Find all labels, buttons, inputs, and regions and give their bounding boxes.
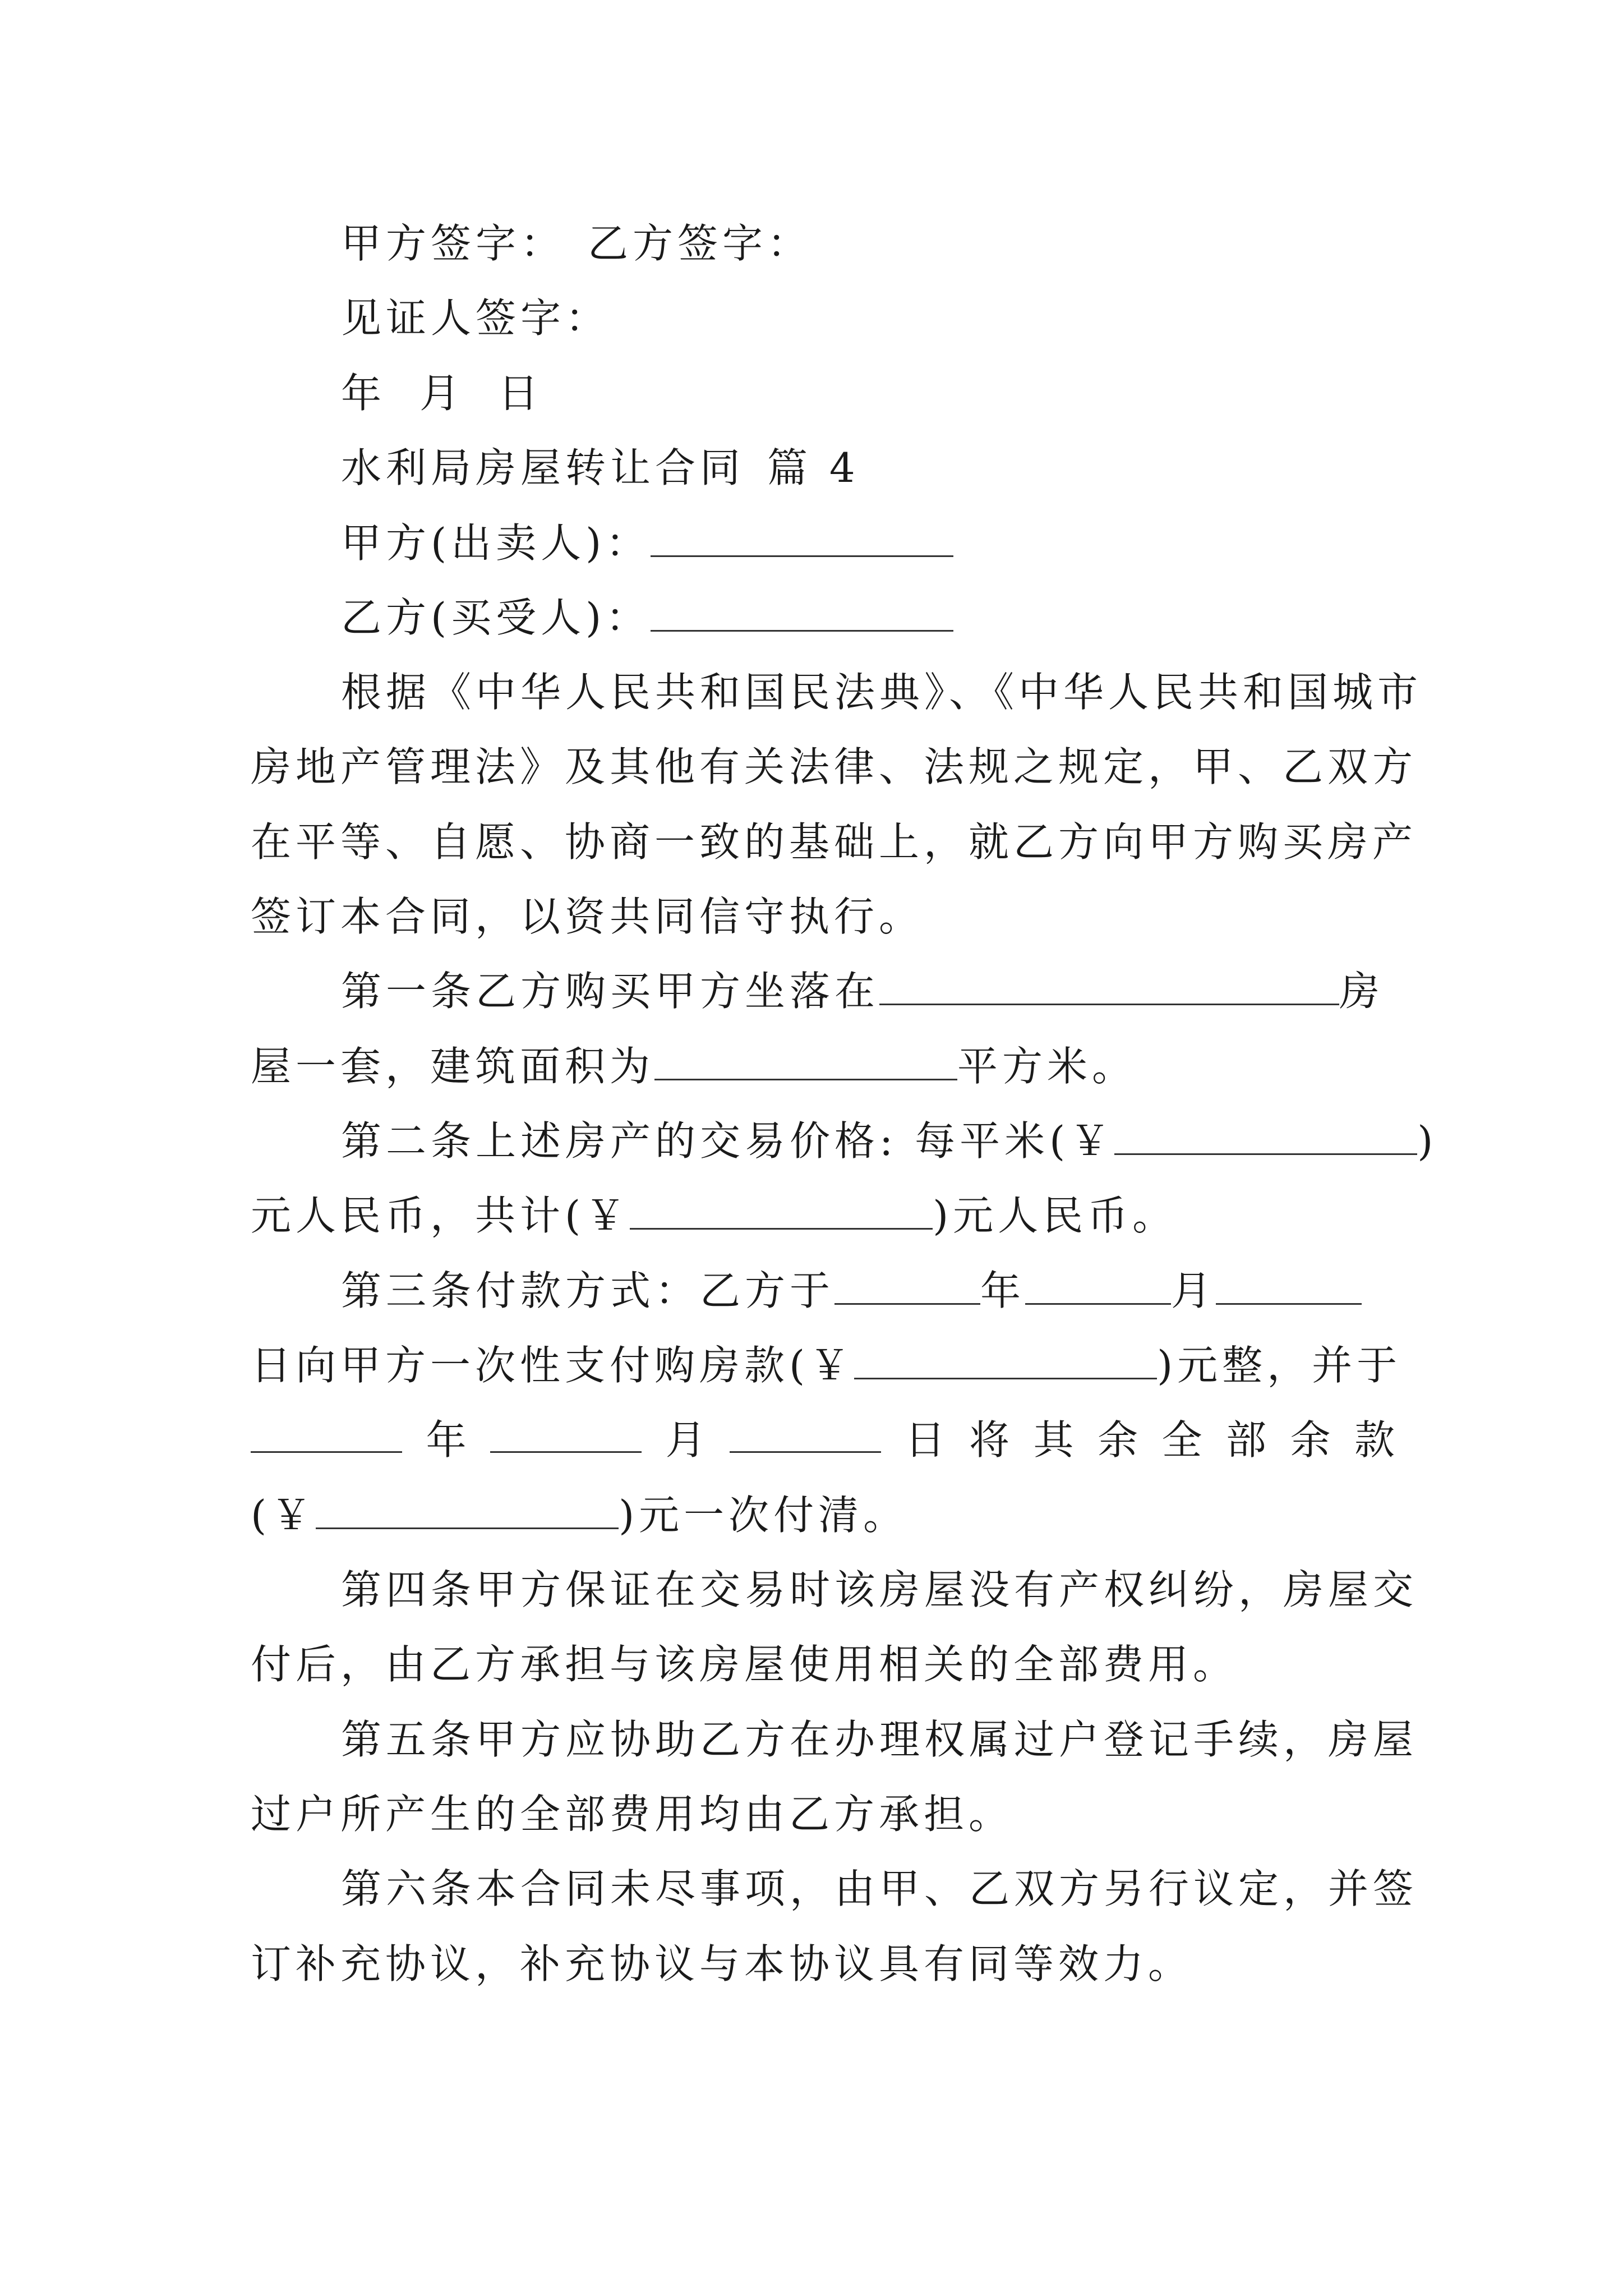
date-line	[341, 370, 1395, 417]
article-1-text: 第一条乙方购买甲方坐落在	[341, 968, 880, 1015]
article-5-line: 过户所产生的全部费用均由乙方承担。	[251, 1791, 1014, 1838]
location-blank	[879, 972, 1339, 1005]
total-price-blank	[630, 1197, 933, 1230]
unit-price-blank	[1114, 1122, 1417, 1155]
article-1-line	[251, 1043, 1395, 1090]
article-1-text: 平方米。	[957, 1043, 1137, 1090]
contract-title-line	[341, 444, 1395, 491]
contract-title: 水利局房屋转让合同	[341, 444, 745, 491]
article-1-text: 房	[1339, 968, 1385, 1015]
preamble-line: 根据《中华人民共和国民法典》、《中华人民共和国城市	[341, 669, 1423, 716]
article-2-text: 第二条上述房产的交易价格: 每平米(￥	[341, 1117, 1115, 1165]
party-a-line	[341, 519, 1395, 567]
article-3-line	[251, 1342, 1402, 1389]
party-a-label: 甲方(出卖人)：	[341, 519, 651, 567]
article-3-month: 月	[1171, 1267, 1216, 1314]
article-3-text: 第三条付款方式：乙方于	[341, 1267, 835, 1314]
area-blank	[654, 1047, 957, 1080]
day-blank	[1216, 1272, 1362, 1305]
article-3-text: )元一次付清。	[619, 1492, 909, 1539]
year-blank	[251, 1420, 402, 1453]
party-b-blank	[651, 599, 953, 632]
date-month: 月	[419, 370, 465, 417]
article-2-text: 元人民币，共计(￥	[251, 1192, 630, 1239]
year-blank	[834, 1272, 980, 1305]
article-4-line: 付后，由乙方承担与该房屋使用相关的全部费用。	[251, 1641, 1238, 1688]
article-3-char: 将	[969, 1416, 1009, 1464]
date-day: 日	[498, 370, 543, 417]
article-1-line	[341, 968, 1395, 1015]
article-3-char: 日	[905, 1416, 946, 1464]
article-3-char: 部	[1225, 1416, 1266, 1464]
article-3-year: 年	[980, 1267, 1026, 1314]
remaining-payment-blank	[316, 1496, 619, 1529]
article-5-line: 第五条甲方应协助乙方在办理权属过户登记手续，房屋	[341, 1716, 1418, 1763]
article-3-line	[251, 1416, 1395, 1464]
payment-blank	[854, 1346, 1157, 1379]
article-3-text: (￥	[251, 1492, 316, 1539]
party-a-signature-label: 甲方签字：	[341, 220, 566, 267]
article-3-char: 余	[1290, 1416, 1331, 1464]
preamble-line: 签订本合同，以资共同信守执行。	[251, 893, 924, 940]
party-b-label: 乙方(买受人)：	[341, 594, 651, 641]
month-blank	[490, 1420, 642, 1453]
article-3-char: 其	[1033, 1416, 1074, 1464]
article-6-line: 订补充协议，补充协议与本协议具有同等效力。	[251, 1940, 1193, 1987]
article-3-text: 日向甲方一次性支付购房款(￥	[251, 1342, 855, 1389]
article-3-char: 款	[1354, 1416, 1395, 1464]
party-b-line	[341, 594, 1395, 641]
signature-line	[341, 220, 1395, 267]
article-3-text: )元整，并于	[1157, 1342, 1402, 1389]
preamble-line: 房地产管理法》及其他有关法律、法规之规定，甲、乙双方	[251, 743, 1418, 790]
party-b-signature-label: 乙方签字：	[588, 220, 813, 267]
article-3-char: 月	[665, 1416, 706, 1464]
article-2-line	[251, 1192, 1395, 1239]
article-3-char: 全	[1161, 1416, 1202, 1464]
witness-signature-label: 见证人签字：	[341, 295, 611, 342]
date-year: 年	[341, 370, 386, 417]
contract-section: 篇 4	[767, 444, 860, 491]
article-3-line	[251, 1492, 1395, 1539]
article-3-char: 年	[426, 1416, 467, 1464]
article-3-line	[341, 1267, 1395, 1314]
article-6-line: 第六条本合同未尽事项，由甲、乙双方另行议定，并签	[341, 1865, 1418, 1912]
article-2-text: )元人民币。	[933, 1192, 1178, 1239]
preamble-line: 在平等、自愿、协商一致的基础上，就乙方向甲方购买房产	[251, 818, 1418, 866]
article-2-text: )	[1417, 1117, 1438, 1165]
party-a-blank	[651, 524, 953, 557]
article-1-text: 屋一套，建筑面积为	[251, 1043, 655, 1090]
article-2-line	[341, 1117, 1438, 1165]
month-blank	[1025, 1272, 1171, 1305]
article-3-char: 余	[1097, 1416, 1138, 1464]
day-blank	[730, 1420, 881, 1453]
article-4-line: 第四条甲方保证在交易时该房屋没有产权纠纷，房屋交	[341, 1566, 1418, 1613]
